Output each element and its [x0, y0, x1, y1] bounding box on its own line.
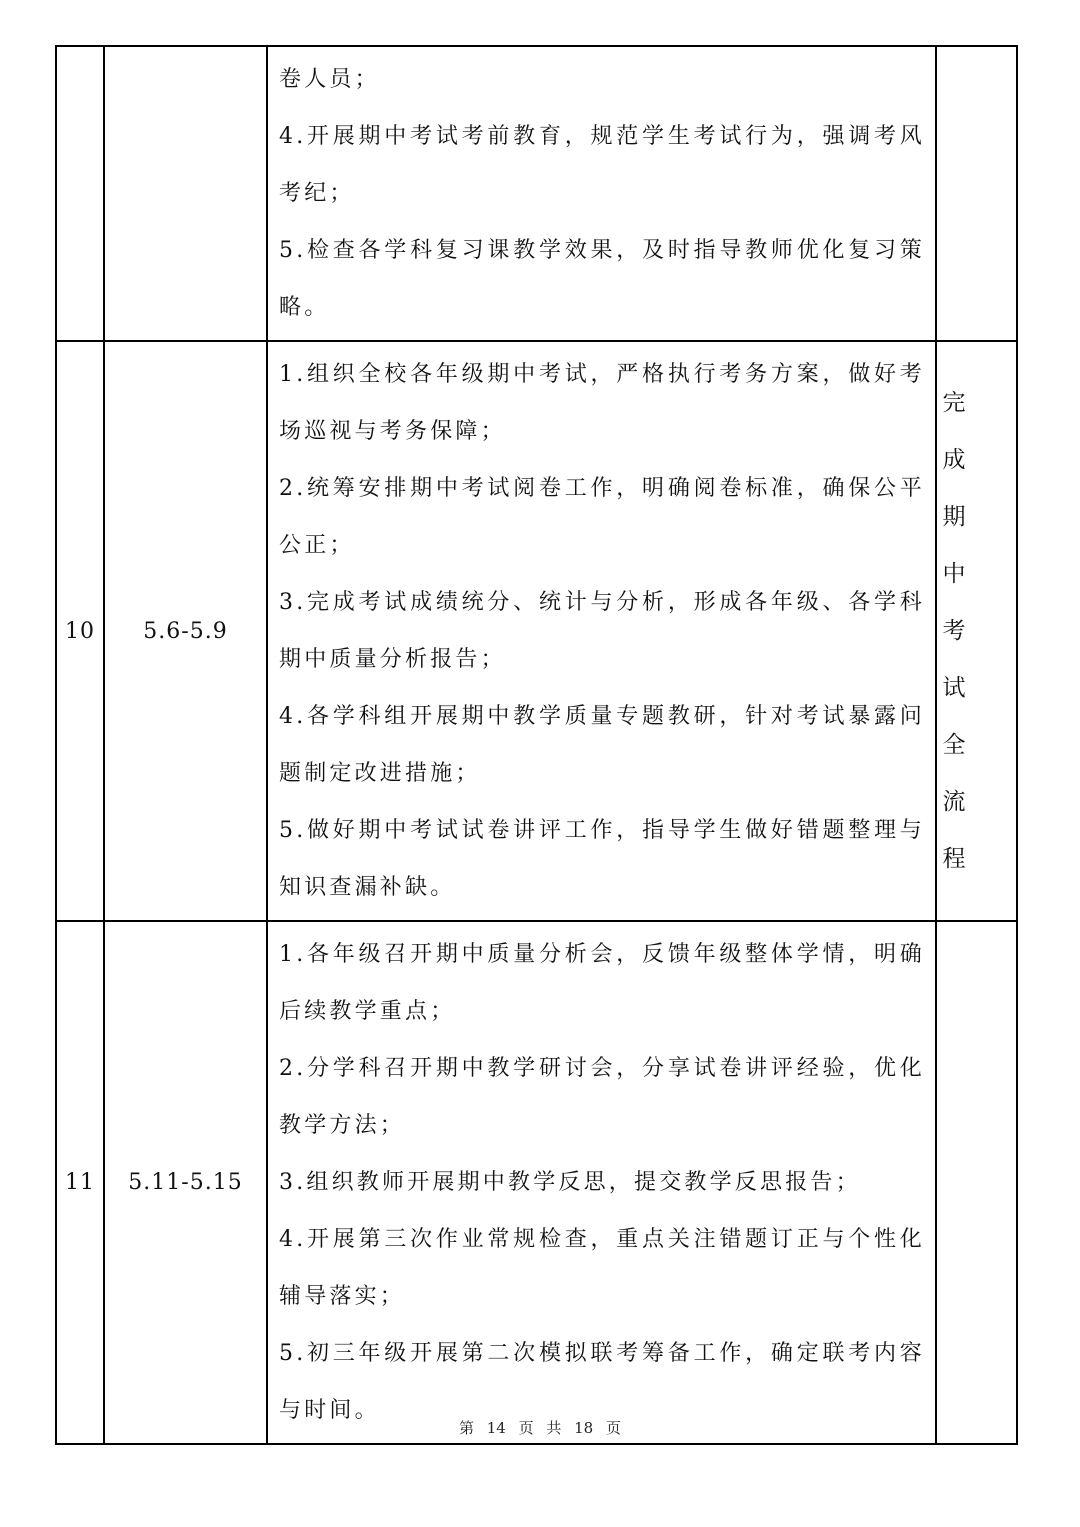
page-number-footer: 第 14 页 共 18 页	[458, 1419, 621, 1437]
schedule-table	[55, 45, 1018, 1445]
date-cell: 5.11-5.15	[104, 921, 267, 1444]
goal-cell	[936, 341, 1017, 921]
table-row	[56, 46, 1017, 341]
goal-cell	[936, 46, 1017, 341]
goal-cell	[936, 921, 1017, 1444]
date-cell: 5.6-5.9	[104, 341, 267, 921]
work-item: 卷人员；	[279, 67, 380, 92]
work-item: 1.组织全校各年级期中考试，严格执行考务方案，做好考场巡视与考务保障；	[279, 362, 925, 444]
content-cell	[267, 341, 936, 921]
week-cell: 10	[56, 341, 104, 921]
week-cell: 11	[56, 921, 104, 1444]
date-cell	[104, 46, 267, 341]
work-item: 1.各年级召开期中质量分析会，反馈年级整体学情，明确后续教学重点；	[279, 942, 925, 1024]
work-item: 5.初三年级开展第二次模拟联考筹备工作，确定联考内容与时间。	[279, 1341, 925, 1423]
work-item: 3.组织教师开展期中教学反思，提交教学反思报告；	[279, 1170, 861, 1195]
work-item: 2.分学科召开期中教学研讨会，分享试卷讲评经验，优化教学方法；	[279, 1056, 925, 1138]
work-item: 4.各学科组开展期中教学质量专题教研，针对考试暴露问题制定改进措施；	[279, 704, 925, 786]
content-cell	[267, 46, 936, 341]
work-item: 3.完成考试成绩统分、统计与分析，形成各年级、各学科期中质量分析报告；	[279, 590, 925, 672]
work-item: 5.做好期中考试试卷讲评工作，指导学生做好错题整理与知识查漏补缺。	[279, 818, 925, 900]
week-cell	[56, 46, 104, 341]
work-item: 4.开展第三次作业常规检查，重点关注错题订正与个性化辅导落实；	[279, 1227, 925, 1309]
work-item: 4.开展期中考试考前教育，规范学生考试行为，强调考风考纪；	[279, 124, 925, 206]
work-item: 2.统筹安排期中考试阅卷工作，明确阅卷标准，确保公平公正；	[279, 476, 925, 558]
goal-text: 完成期中考试全流程	[942, 389, 986, 872]
work-item: 5.检查各学科复习课教学效果，及时指导教师优化复习策略。	[279, 238, 925, 320]
table-row	[56, 921, 1017, 1444]
content-cell	[267, 921, 936, 1444]
table-row	[56, 341, 1017, 921]
